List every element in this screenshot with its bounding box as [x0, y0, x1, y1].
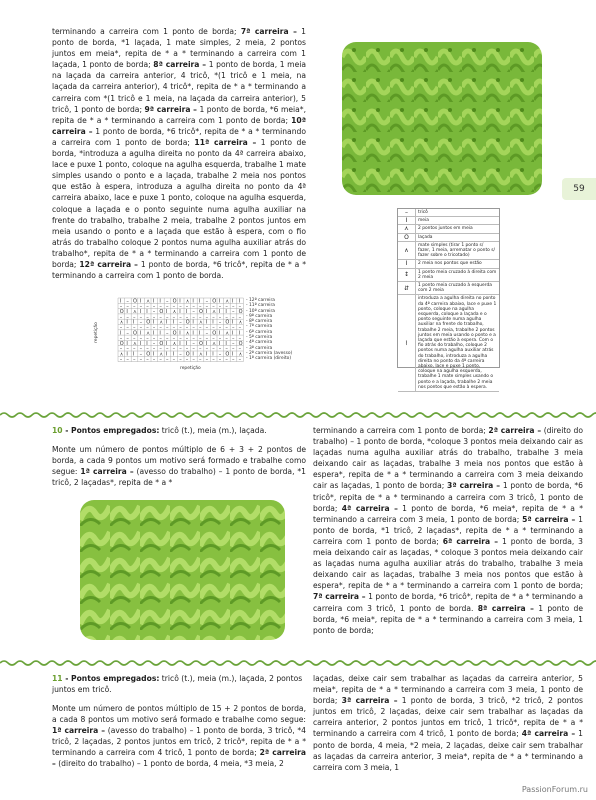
chart-symbol: – [205, 356, 209, 363]
chart-symbol: – [126, 335, 129, 342]
chart-symbol: – [166, 346, 169, 353]
chart-symbol: – [212, 325, 215, 331]
chart-symbol: – [179, 303, 182, 310]
chart-row-label: - 5ª carreira [246, 335, 273, 341]
chart-symbol: I [218, 330, 221, 337]
chart-symbol: I [232, 298, 234, 305]
chart-symbol: – [185, 325, 189, 331]
chart-symbol: ⋏ [212, 340, 216, 347]
chart-symbol: – [139, 325, 143, 331]
chart-symbol: – [119, 335, 123, 342]
chart-symbol: I [126, 309, 128, 316]
chart-symbol: I [212, 351, 214, 358]
knit-photo-1 [342, 42, 542, 195]
chart-symbol: – [238, 325, 242, 331]
chart-symbol: I [232, 319, 234, 326]
chart-symbol: – [172, 303, 176, 310]
chart-symbol: – [126, 346, 129, 353]
chart-symbol: – [179, 351, 182, 358]
chart-row-label: - 12ª carreira [246, 298, 275, 303]
section11-left: Monte um número de pontos múltiplo de 15 + 2 pontos de borda, a cada 8 pontos um motivo será formado e trabalhe como segue: 1ª carreira – (avesso do trabalho) – 1 ponto de borda, 3 tricô, *4 tricô, 2 laçadas, 2 pontos juntos em tricô, 2 tricô*, repita de * a * terminando a carreira com 4 tricô, 1 ponto de borda; 2ª carreira – (direito do trabalho) – 1 ponto de borda, 4 meia, *3 meia, 2 [52, 704, 307, 769]
chart-symbol: I [146, 309, 148, 316]
chart-symbol: ⋏ [159, 351, 164, 358]
chart-symbol: I [166, 351, 168, 358]
section11-number: 11 [52, 674, 63, 683]
legend-row [398, 234, 499, 242]
section9-text: terminando a carreira com 1 ponto de borda; 7ª carreira – 1 ponto de borda, *1 laçada, 1 mate simples, 2 meia, 2 pontos juntos em meia*, repita de * a * terminando a carreira com 1 laçada, 1 ponto de borda; 8ª carreira – 1 ponto de borda, 1 meia na laçada da carreira anterior, 4 tricô, *(1 tricô e 1 meia, na laçada da carreira anterior), 4 tricô*, repita de * a * terminando a carreira com *(1 tricô e 1 meia, na laçada da carreira anterior), 5 tricô, 1 ponto de borda; 9ª carreira – 1 ponto de borda, *6 meia*, repita de * a * terminando a carreira com 1 ponto de borda; 10ª carreira – 1 ponto de borda, *6 tricô*, repita de * a * terminando a carreira com 1 ponto de borda; 11ª carreira – 1 ponto de borda, *introduza a agulha direita no ponto da 4ª carreira abaixo, lace e puxe 1 ponto, coloque na agulha esquerda, trabalhe 1 mate simples usando o ponto e a laçada, trabalhe 2 meia nos pontos que estão à espera, introduza a agulha direita no ponto da 4ª carreira abaixo, lace e puxe 1 ponto, coloque na agulha esquerda, coloque a laçada e o ponto seguinte numa agulha auxiliar na frente do trabalho, trabalhe 2 meia, trabalhe 2 pontos juntos em meia usando o ponto e a laçada que estão à espera, com o fio atrás do trabalho coloque 2 pontos numa agulha auxiliar atrás do trabalho*, repita de * a * terminando a carreira com 1 ponto de borda; 12ª carreira – 1 ponto de borda, *6 tricô*, repita de * a * terminando a carreira com 1 ponto de borda. [52, 27, 307, 281]
chart-symbol: ⋏ [238, 351, 243, 358]
chart-symbol: I [152, 298, 155, 305]
chart-symbol: – [192, 346, 195, 353]
legend-text: laçada [418, 234, 433, 240]
chart-symbol: – [225, 335, 228, 342]
legend-text: meia [418, 218, 429, 224]
chart-symbol: – [205, 346, 209, 353]
chart-symbol: – [146, 325, 149, 331]
chart-symbol: – [166, 314, 169, 321]
chart-symbol: O [159, 309, 164, 316]
chart-symbol: I [192, 319, 194, 326]
chart-symbol: I [133, 319, 135, 326]
chart-grid [108, 296, 338, 376]
chart-symbol: – [152, 314, 156, 321]
chart-symbol: – [218, 351, 222, 358]
chart-symbol: I [218, 309, 221, 316]
chart-row-label: - 8ª carreira [246, 319, 273, 325]
chart-symbol: – [159, 325, 162, 331]
chart-symbol: – [192, 340, 195, 347]
chart-symbol: I [119, 330, 122, 337]
section10-title: - Pontos empregados: [62, 426, 160, 435]
chart-row-label: - 7ª carreira [246, 324, 273, 330]
chart-symbol: – [192, 309, 195, 316]
chart-symbol: I [152, 330, 155, 337]
chart-symbol: I [185, 309, 188, 316]
chart-symbol: ⋏ [119, 319, 124, 326]
chart-symbol: I [225, 340, 227, 347]
chart-symbol: – [225, 303, 228, 310]
chart-symbol: – [192, 335, 195, 342]
chart-symbol: – [179, 325, 182, 331]
watermark: PassionForum.ru [521, 785, 588, 794]
chart-symbol: – [139, 314, 143, 321]
chart-symbol: – [139, 319, 143, 326]
chart-symbol: – [166, 356, 169, 363]
chart-symbol: – [185, 356, 189, 363]
legend-symbol: I [398, 260, 416, 267]
chart-symbol: – [159, 303, 162, 310]
chart-symbol: I [166, 340, 168, 347]
chart-symbol: – [212, 346, 215, 353]
chart-symbol: – [166, 303, 169, 310]
section10-right: terminando a carreira com 1 ponto de borda; 2ª carreira – (direito do trabalho) – 1 ponto de borda, *coloque 3 pontos meia deixando cair as laçadas numa agulha auxiliar atrás do trabalho, trabalhe 3 meia deixando cair as laçadas, trabalhe 3 meia nos pontos que estão à espera*, repita de * a * terminando a carreira com 3 meia deixando cair as laçadas, 1 ponto de borda; 3ª carreira – 1 ponto de borda, *6 tricô*, repita de * a * terminando a carreira com 3 tricô, 1 ponto de borda; 4ª carreira – 1 ponto de borda, *6 meia*, repita de * a * terminando a carreira com 3 meia, 1 ponto de borda; 5ª carreira – 1 ponto de borda, *1 tricô, 2 laçadas*, repita de * a * terminando a carreira com 1 ponto de borda; 6ª carreira – 1 ponto de borda, 3 meia deixando cair as laçadas, * coloque 3 pontos meia deixando cair as laçadas numa agulha auxiliar atrás do trabalho, trabalhe 3 meia deixando cair as laçadas, trabalhe 3 meia nos pontos que estão à espera*, repita de * a * terminando a carreira com 1 ponto de borda; 7ª carreira – 1 ponto de borda, *6 tricô*, repita de * a * terminando a carreira com 3 tricô, 1 ponto de borda. 8ª carreira – 1 ponto de borda, *6 meia*, repita de * a * terminando a carreira com 3 meia, 1 ponto de borda; [313, 426, 584, 635]
chart-symbol: – [126, 303, 129, 310]
chart-legend [397, 208, 500, 390]
legend-text: tricô [418, 210, 428, 215]
chart-symbol: O [172, 298, 177, 305]
chart-symbol: – [185, 335, 189, 342]
chart-symbol: I [225, 309, 227, 316]
section10-header [52, 425, 306, 436]
chart-symbol: – [205, 314, 209, 321]
chart-symbol: – [152, 340, 156, 347]
chart-symbol: – [232, 325, 235, 331]
chart-symbol: I [232, 351, 234, 358]
chart-symbol: – [192, 325, 195, 331]
legend-text: mate simples (tirar 1 ponto s/ fazer, 1 meia, arrematar o ponto s/ fazer sobre o tricotado) [418, 242, 496, 259]
section10-intro: Monte um número de pontos múltiplo de 6 + 3 + 2 pontos de borda, a cada 9 pontos um motivo será formado e trabalhe como segue: 1ª carreira – (avesso do trabalho) – 1 ponto de borda, *1 tricô, 2 laçadas*, repita de * a * [52, 445, 306, 488]
chart-symbol: O [133, 298, 137, 305]
chart-symbol: – [166, 330, 169, 337]
page-number: 59 [562, 178, 596, 200]
chart-symbol: – [126, 325, 129, 331]
chart-symbol: – [146, 335, 149, 342]
chart-row-label: - 6ª carreira [246, 329, 273, 335]
chart-symbol: – [199, 325, 202, 331]
chart-symbol: – [139, 346, 143, 353]
chart-symbol: – [146, 356, 149, 363]
chart-symbol: – [172, 346, 176, 353]
legend-symbol: ⋏ [398, 225, 416, 232]
chart-symbol: O [238, 340, 243, 347]
chart-symbol: – [159, 335, 162, 342]
chart-symbol: – [152, 335, 156, 342]
chart-symbol: – [205, 298, 209, 305]
chart-symbol: – [199, 303, 202, 310]
chart-symbol: O [225, 351, 230, 358]
chart-symbol: – [139, 303, 143, 310]
legend-row [398, 242, 499, 261]
chart-symbol: – [133, 335, 136, 342]
chart-symbol: O [199, 340, 203, 347]
chart-symbol: ⋏ [185, 298, 190, 305]
chart-symbol: – [172, 325, 176, 331]
chart-row-label: - 3ª carreira [246, 345, 273, 351]
chart-symbol: – [179, 319, 182, 326]
legend-symbol: ↕ [398, 269, 416, 281]
chart-symbol: – [126, 298, 129, 305]
chart-symbol: – [179, 335, 182, 342]
chart-symbol: – [159, 314, 162, 321]
chart-symbol: I [238, 330, 241, 337]
chart-symbol: O [199, 309, 203, 316]
chart-symbol: O [185, 351, 190, 358]
chart-symbol: ⋏ [146, 330, 150, 337]
legend-symbol: ∧ [398, 242, 416, 260]
chart-symbol: I [185, 340, 188, 347]
chart-symbol: – [152, 346, 156, 353]
chart-symbol: – [225, 346, 228, 353]
chart-symbol: I [172, 319, 175, 326]
section11-stitches: tricô (t.), meia (m.), laçada, 2 pontos juntos em tricô. [52, 674, 303, 695]
legend-row [398, 260, 499, 268]
chart-symbol: O [119, 340, 124, 347]
chart-symbol: ⋏ [199, 319, 203, 326]
chart-symbol: – [205, 335, 209, 342]
chart-row-label: - 11ª carreira [246, 303, 275, 309]
chart-symbol: – [172, 356, 176, 363]
chart-symbol: I [212, 319, 214, 326]
chart-symbol: – [133, 325, 136, 331]
chart-symbol: – [139, 356, 143, 363]
chart-symbol: I [232, 330, 234, 337]
chart-symbol: I [126, 340, 128, 347]
chart-symbol: – [218, 303, 222, 310]
chart-symbol: – [179, 346, 182, 353]
chart-symbol: I [119, 298, 122, 305]
chart-symbol: – [205, 303, 209, 310]
chart-symbol: – [146, 346, 149, 353]
chart-symbol: – [192, 356, 195, 363]
chart-symbol: – [232, 314, 235, 321]
chart-symbol: – [212, 303, 215, 310]
chart-symbol: – [238, 356, 242, 363]
chart-symbol: O [159, 340, 164, 347]
chart-symbol: I [218, 298, 221, 305]
chart-symbol: I [179, 298, 181, 305]
chart-symbol: O [133, 330, 137, 337]
chart-symbol: – [232, 356, 235, 363]
chart-symbol: – [212, 314, 215, 321]
chart-symbol: I [192, 298, 194, 305]
section11-header [52, 673, 306, 695]
chart-symbol: O [212, 298, 217, 305]
chart-symbol: – [152, 309, 156, 316]
chart-symbol: – [119, 356, 123, 363]
chart-symbol: – [152, 303, 156, 310]
chart-symbol: – [225, 356, 228, 363]
chart-symbol: – [146, 314, 149, 321]
chart-symbol: ⋏ [133, 309, 137, 316]
chart-symbol: ⋏ [133, 340, 137, 347]
legend-row [398, 225, 499, 233]
section10-number: 10 [52, 426, 63, 435]
legend-row [398, 282, 499, 295]
chart-symbol: – [218, 314, 222, 321]
chart-symbol: I [199, 330, 201, 337]
chart-symbol: O [238, 309, 243, 316]
chart-symbol: ⋏ [159, 319, 164, 326]
chart-symbol: – [192, 303, 195, 310]
chart-symbol: ⋏ [185, 330, 190, 337]
chart-symbol: – [133, 356, 136, 363]
legend-text: 2 meia nos pontos que estão [418, 261, 482, 267]
chart-symbol: – [179, 314, 182, 321]
chart-symbol: – [192, 314, 195, 321]
chart-symbol: O [225, 319, 230, 326]
knit-photo-2 [80, 500, 285, 640]
chart-symbol: I [139, 340, 142, 347]
chart-symbol: I [192, 351, 194, 358]
chart-symbol: ⋏ [172, 340, 177, 347]
chart-symbol: – [225, 314, 228, 321]
chart-symbol: I [205, 351, 208, 358]
chart-symbol: I [166, 309, 168, 316]
legend-row [398, 209, 499, 217]
chart-symbol: O [119, 309, 124, 316]
legend-row [398, 217, 499, 225]
chart-symbol: – [152, 325, 156, 331]
legend-symbol: – [398, 209, 416, 216]
chart-symbol: O [172, 330, 177, 337]
chart-symbol: – [232, 309, 235, 316]
chart-symbol: I [133, 351, 135, 358]
chart-symbol: I [166, 319, 168, 326]
chart-symbol: O [212, 330, 217, 337]
chart-symbol: – [172, 314, 176, 321]
chart-symbol: – [119, 314, 123, 321]
chart-symbol: – [205, 325, 209, 331]
section11-title: - Pontos empregados: [62, 674, 160, 683]
chart-symbol: – [172, 335, 176, 342]
chart-symbol: – [126, 314, 129, 321]
legend-text: 2 pontos juntos em meia [418, 226, 473, 232]
chart-symbol: I [139, 298, 142, 305]
chart-symbol: ⋏ [225, 330, 230, 337]
chart-symbol: I [126, 319, 128, 326]
legend-row [398, 295, 499, 392]
chart-symbol: I [179, 340, 181, 347]
chart-symbol: – [152, 356, 156, 363]
chart-symbol: – [232, 303, 235, 310]
chart-symbol: I [126, 351, 128, 358]
chart-symbol: – [133, 314, 136, 321]
chart-symbol: – [218, 335, 222, 342]
chart-symbol: – [126, 356, 129, 363]
chart-symbol: – [133, 303, 136, 310]
chart-symbol: – [199, 335, 202, 342]
wave-divider [0, 410, 596, 420]
legend-symbol: O [398, 234, 416, 241]
chart-symbol: – [232, 346, 235, 353]
chart-symbol: – [199, 356, 202, 363]
knitting-chart [93, 296, 338, 376]
chart-symbol: – [212, 335, 215, 342]
chart-symbol: – [179, 356, 182, 363]
chart-symbol: O [185, 319, 190, 326]
chart-symbol: – [133, 346, 136, 353]
chart-symbol: I [152, 351, 155, 358]
chart-symbol: – [159, 356, 162, 363]
chart-symbol: O [146, 351, 151, 358]
legend-symbol: ⌇ [398, 295, 416, 391]
chart-symbol: O [146, 319, 151, 326]
chart-symbol: – [232, 335, 235, 342]
chart-row-label: - 10ª carreira [246, 308, 275, 314]
chart-symbol: I [139, 330, 142, 337]
chart-symbol: – [166, 325, 169, 331]
chart-side-label: repetição [93, 322, 99, 343]
chart-row-label: - 4ª carreira [246, 340, 273, 346]
chart-symbol: – [166, 335, 169, 342]
chart-symbol: I [152, 319, 155, 326]
chart-symbol: – [232, 340, 235, 347]
chart-row-label: - 1ª carreira (direito) [246, 356, 292, 362]
legend-symbol: ⇵ [398, 282, 416, 294]
legend-text: 1 ponto meia cruzado à direita com 2 meia [418, 269, 497, 280]
chart-symbol: – [185, 346, 189, 353]
chart-symbol: ⋏ [146, 298, 150, 305]
chart-symbol: I [192, 330, 194, 337]
chart-symbol: – [218, 319, 222, 326]
chart-symbol: – [199, 346, 202, 353]
chart-symbol: I [179, 309, 181, 316]
legend-text: 1 ponto meia cruzado à esquerda com 2 meia [418, 283, 492, 294]
chart-symbol: I [159, 330, 161, 337]
chart-symbol: – [199, 314, 202, 321]
chart-symbol: I [146, 340, 148, 347]
chart-symbol: – [119, 325, 123, 331]
chart-symbol: – [238, 314, 242, 321]
chart-symbol: – [159, 346, 162, 353]
chart-symbol: I [238, 298, 241, 305]
legend-text: introduza a agulha direita no ponto da 4ª carreira abaixo, lace e puxe 1 ponto, coloque na agulha esquerda, coloque a laçada e o ponto seguinte numa agulha auxiliar na frente do trabalho, trabalhe 2 meia, trabalhe 2 pontos juntos em meia usando o ponto e a laçada que estão à espera. Com o fio atrás do trabalho, coloque 2 pontos numa agulha auxiliar atrás do trabalho, introduza a agulha direita no ponto da 4ª carreira abaixo, lace e puxe 1 ponto, coloque na agulha esquerda, trabalhe 1 mate simples usando o ponto e a laçada, trabalhe 2 meia nos pontos que estão à espera. [418, 296, 497, 390]
chart-symbol: – [218, 346, 222, 353]
chart-row-label: - 2ª carreira (avesso) [246, 350, 293, 356]
chart-symbol: – [238, 335, 242, 342]
chart-symbol: – [212, 356, 215, 363]
chart-symbol: – [185, 314, 189, 321]
chart-symbol: ⋏ [225, 298, 230, 305]
chart-symbol: I [218, 340, 221, 347]
wave-divider [0, 658, 596, 668]
chart-symbol: I [159, 298, 161, 305]
chart-symbol: – [146, 303, 149, 310]
legend-symbol: I [398, 217, 416, 224]
chart-bottom-label: repetição [180, 366, 201, 371]
chart-symbol: – [225, 325, 228, 331]
chart-symbol: – [166, 298, 169, 305]
chart-symbol: – [218, 325, 222, 331]
chart-symbol: – [185, 303, 189, 310]
chart-symbol: – [119, 303, 123, 310]
chart-symbol: – [119, 346, 123, 353]
chart-symbol: I [205, 340, 208, 347]
chart-symbol: – [205, 330, 209, 337]
chart-row-label: - 9ª carreira [246, 313, 273, 319]
chart-symbol: I [205, 309, 208, 316]
chart-symbol: – [139, 335, 143, 342]
chart-symbol: ⋏ [212, 309, 216, 316]
chart-symbol: I [139, 309, 142, 316]
chart-symbol: ⋏ [119, 351, 124, 358]
legend-row [398, 269, 499, 282]
chart-symbol: – [218, 356, 222, 363]
chart-symbol: – [126, 330, 129, 337]
chart-symbol: ⋏ [172, 309, 177, 316]
chart-symbol: ⋏ [238, 319, 243, 326]
chart-symbol: I [205, 319, 208, 326]
chart-symbol: – [238, 346, 242, 353]
chart-symbol: ⋏ [199, 351, 203, 358]
chart-symbol: I [199, 298, 201, 305]
chart-symbol: I [179, 330, 181, 337]
chart-symbol: – [139, 351, 143, 358]
section10-stitches: tricô (t.), meia (m.), laçada. [159, 426, 267, 435]
section11-right: laçadas, deixe cair sem trabalhar as laçadas da carreira anterior, 5 meia*, repita de * a * terminando a carreira com 3 meia, 1 ponto de borda; 3ª carreira – 1 ponto de borda, 3 tricô, *2 tricô, 2 pontos juntos em tricô, 2 laçadas, deixe cair sem trabalhar as laçadas da carreira anterior, 2 pontos juntos em tricô, 1 tricô*, repita de * a * terminando a carreira com 4 tricô, 1 ponto de borda; 4ª carreira – 1 ponto de borda, 4 meia, *2 meia, 2 laçadas, deixe cair sem trabalhar as laçadas da carreira anterior, 3 meia*, repita de * a * terminando a carreira com 3 meia, 1 [313, 674, 584, 772]
chart-symbol: I [172, 351, 175, 358]
chart-symbol: – [238, 303, 242, 310]
